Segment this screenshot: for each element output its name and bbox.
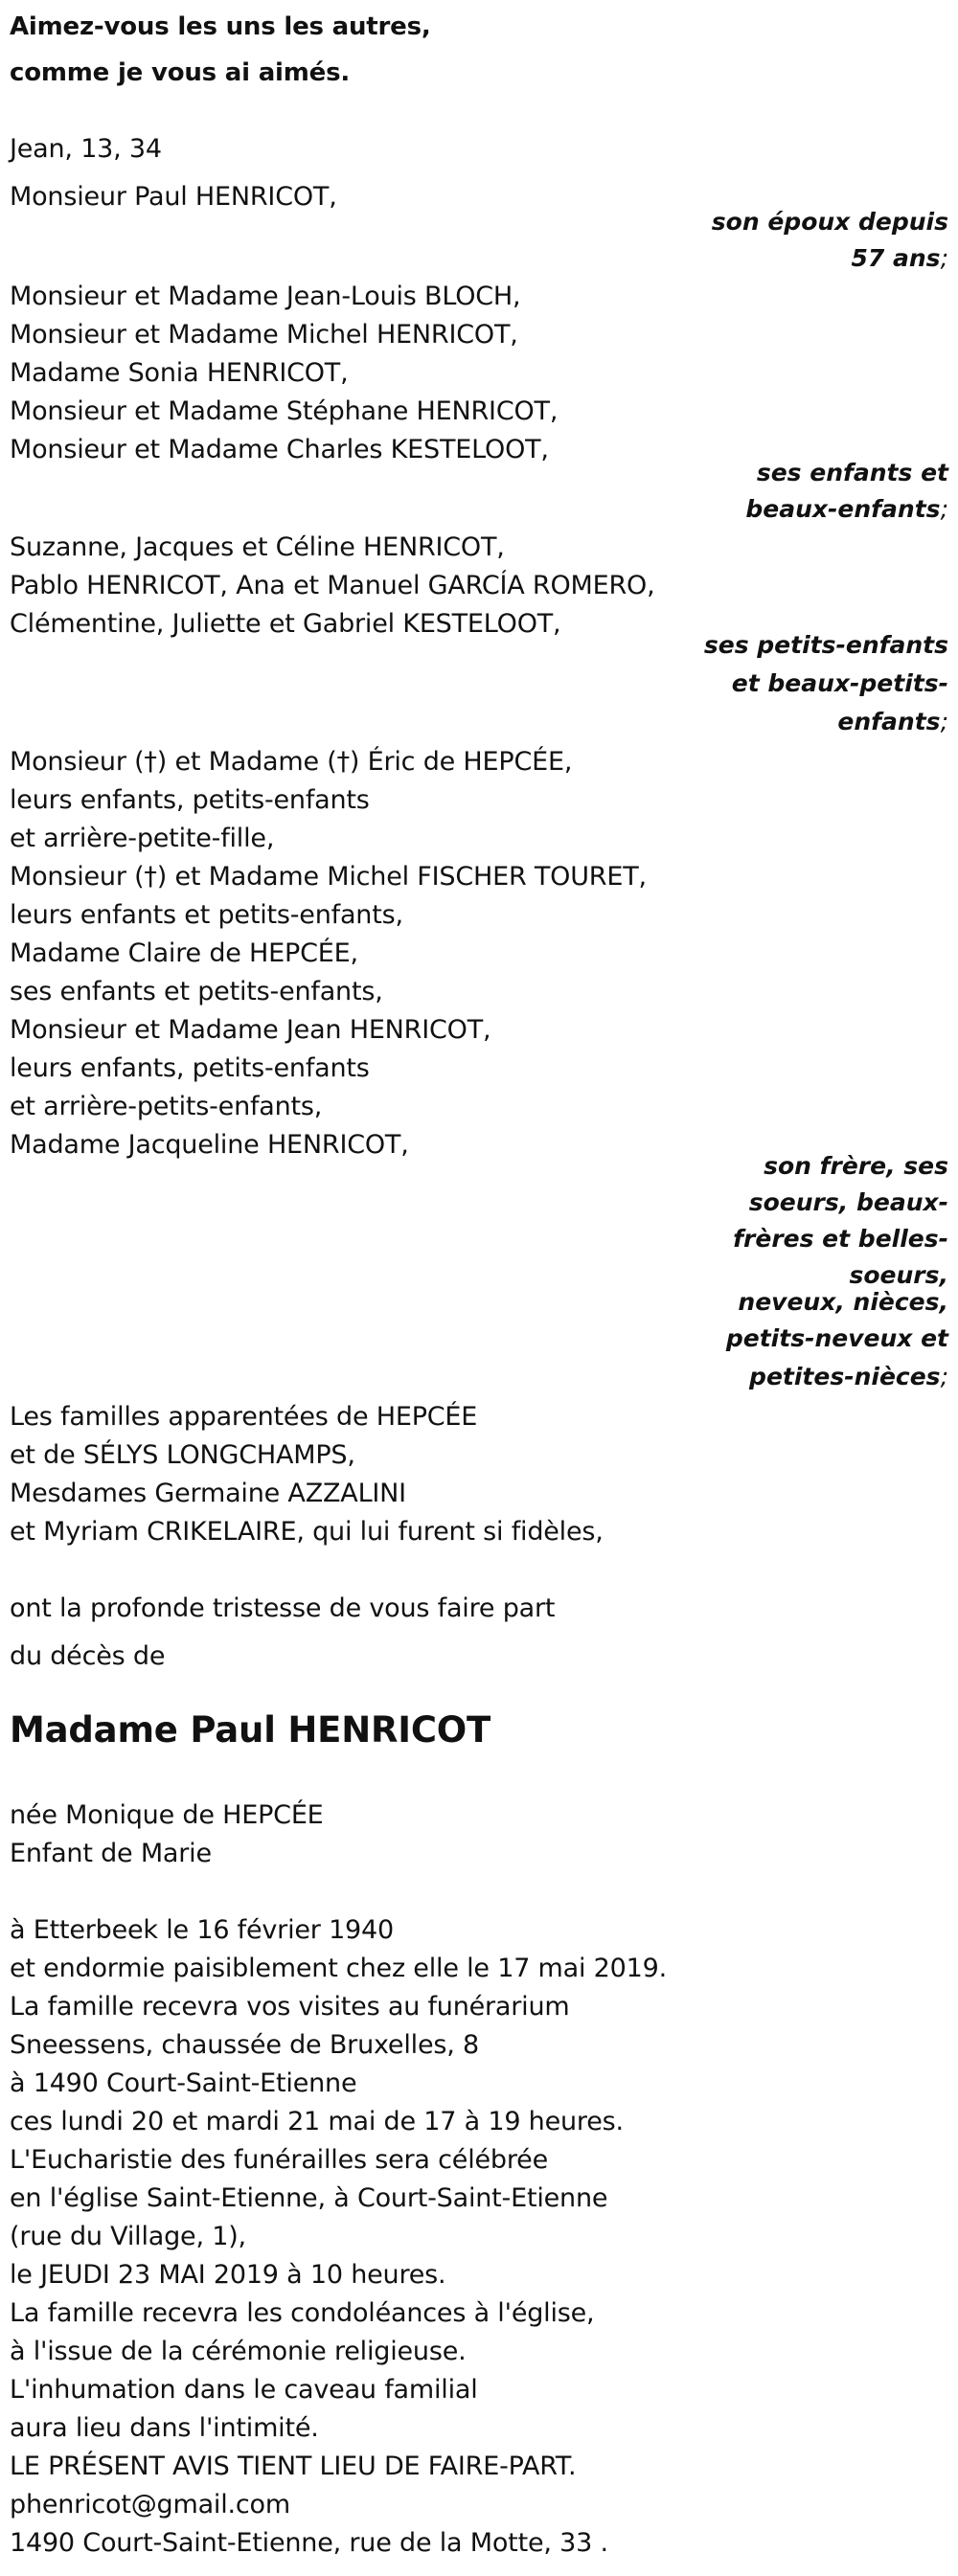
announcement-line-1: ont la profonde tristesse de vous faire part — [10, 1593, 556, 1623]
contact-email: phenricot@gmail.com — [10, 2490, 290, 2520]
siblings-line: Madame Claire de HEPCÉE, — [10, 938, 358, 968]
grandchildren-line: Pablo HENRICOT, Ana et Manuel GARCÍA ROMERO, — [10, 571, 655, 600]
details-line: La famille recevra vos visites au funérarium — [10, 1992, 570, 2022]
families-line: et de SÉLYS LONGCHAMPS, — [10, 1440, 355, 1470]
siblings-line: leurs enfants et petits-enfants, — [10, 900, 403, 930]
spouse-relation-line-2: 57 ans; — [851, 244, 948, 272]
grandchildren-relation-line-2: et beaux-petits- — [731, 669, 948, 697]
spouse-relation-line-1: son époux depuis — [711, 208, 948, 236]
announcement-line-2: du décès de — [10, 1641, 166, 1671]
deceased-name: Madame Paul HENRICOT — [10, 1709, 491, 1751]
siblings-relation-line-2: soeurs, beaux- — [748, 1188, 948, 1216]
verse-line-2: comme je vous ai aimés. — [10, 58, 351, 87]
grandchildren-relation-line-3: enfants; — [837, 708, 948, 735]
siblings-line: Monsieur (†) et Madame (†) Éric de HEPCÉE, — [10, 747, 573, 777]
deceased-title: Enfant de Marie — [10, 1839, 212, 1868]
siblings-line: et arrière-petits-enfants, — [10, 1092, 323, 1121]
details-line: le JEUDI 23 MAI 2019 à 10 heures. — [10, 2260, 446, 2290]
children-line: Monsieur et Madame Stéphane HENRICOT, — [10, 396, 559, 426]
details-line: aura lieu dans l'intimité. — [10, 2413, 319, 2443]
details-line: en l'église Saint-Etienne, à Court-Saint-Etienne — [10, 2183, 608, 2213]
grandchildren-line: Clémentine, Juliette et Gabriel KESTELOOT, — [10, 609, 561, 639]
details-line: L'inhumation dans le caveau familial — [10, 2375, 478, 2405]
details-line: La famille recevra les condoléances à l'église, — [10, 2298, 595, 2328]
children-line: Monsieur et Madame Jean-Louis BLOCH, — [10, 282, 521, 311]
siblings-relation-line-3: frères et belles- — [733, 1225, 948, 1253]
details-line: à 1490 Court-Saint-Etienne — [10, 2068, 357, 2098]
details-line: à l'issue de la cérémonie religieuse. — [10, 2337, 467, 2366]
siblings-line: ses enfants et petits-enfants, — [10, 977, 383, 1006]
children-line: Madame Sonia HENRICOT, — [10, 358, 349, 388]
children-relation-line-1: ses enfants et — [756, 459, 948, 486]
grandchildren-relation-line-1: ses petits-enfants — [703, 631, 948, 659]
siblings-line: et arrière-petite-fille, — [10, 824, 275, 853]
children-relation-line-2: beaux-enfants; — [745, 495, 948, 523]
families-line: Mesdames Germaine AZZALINI — [10, 1479, 406, 1508]
spouse-name: Monsieur Paul HENRICOT, — [10, 182, 337, 212]
siblings-relation-line-4: soeurs, — [849, 1261, 948, 1289]
verse-line-1: Aimez-vous les uns les autres, — [10, 12, 431, 41]
siblings-line: Monsieur (†) et Madame Michel FISCHER TOURET, — [10, 862, 647, 892]
children-line: Monsieur et Madame Michel HENRICOT, — [10, 320, 518, 350]
siblings-relation-line-1: son frère, ses — [764, 1152, 948, 1180]
siblings-relation-line-5: neveux, nièces, — [738, 1288, 948, 1316]
details-line: à Etterbeek le 16 février 1940 — [10, 1915, 394, 1945]
details-line: ces lundi 20 et mardi 21 mai de 17 à 19 heures. — [10, 2107, 624, 2136]
children-line: Monsieur et Madame Charles KESTELOOT, — [10, 435, 549, 464]
details-line: (rue du Village, 1), — [10, 2222, 246, 2251]
details-line: et endormie paisiblement chez elle le 17 mai 2019. — [10, 1954, 667, 1983]
siblings-relation-line-6: petits-neveux et — [725, 1324, 948, 1352]
families-line: Les familles apparentées de HEPCÉE — [10, 1402, 478, 1432]
deceased-born-as: née Monique de HEPCÉE — [10, 1800, 324, 1830]
families-line: et Myriam CRIKELAIRE, qui lui furent si fidèles, — [10, 1517, 604, 1547]
siblings-line: leurs enfants, petits-enfants — [10, 1053, 370, 1083]
siblings-line: leurs enfants, petits-enfants — [10, 785, 370, 815]
details-line: Sneessens, chaussée de Bruxelles, 8 — [10, 2030, 479, 2060]
contact-address: 1490 Court-Saint-Etienne, rue de la Motte, 33 . — [10, 2528, 608, 2558]
grandchildren-line: Suzanne, Jacques et Céline HENRICOT, — [10, 532, 505, 562]
siblings-line: Monsieur et Madame Jean HENRICOT, — [10, 1015, 491, 1045]
details-line: L'Eucharistie des funérailles sera célébrée — [10, 2145, 548, 2175]
siblings-relation-line-7: petites-nièces; — [749, 1363, 948, 1390]
verse-reference: Jean, 13, 34 — [10, 134, 162, 164]
siblings-line: Madame Jacqueline HENRICOT, — [10, 1130, 409, 1160]
details-line: LE PRÉSENT AVIS TIENT LIEU DE FAIRE-PART. — [10, 2452, 577, 2481]
